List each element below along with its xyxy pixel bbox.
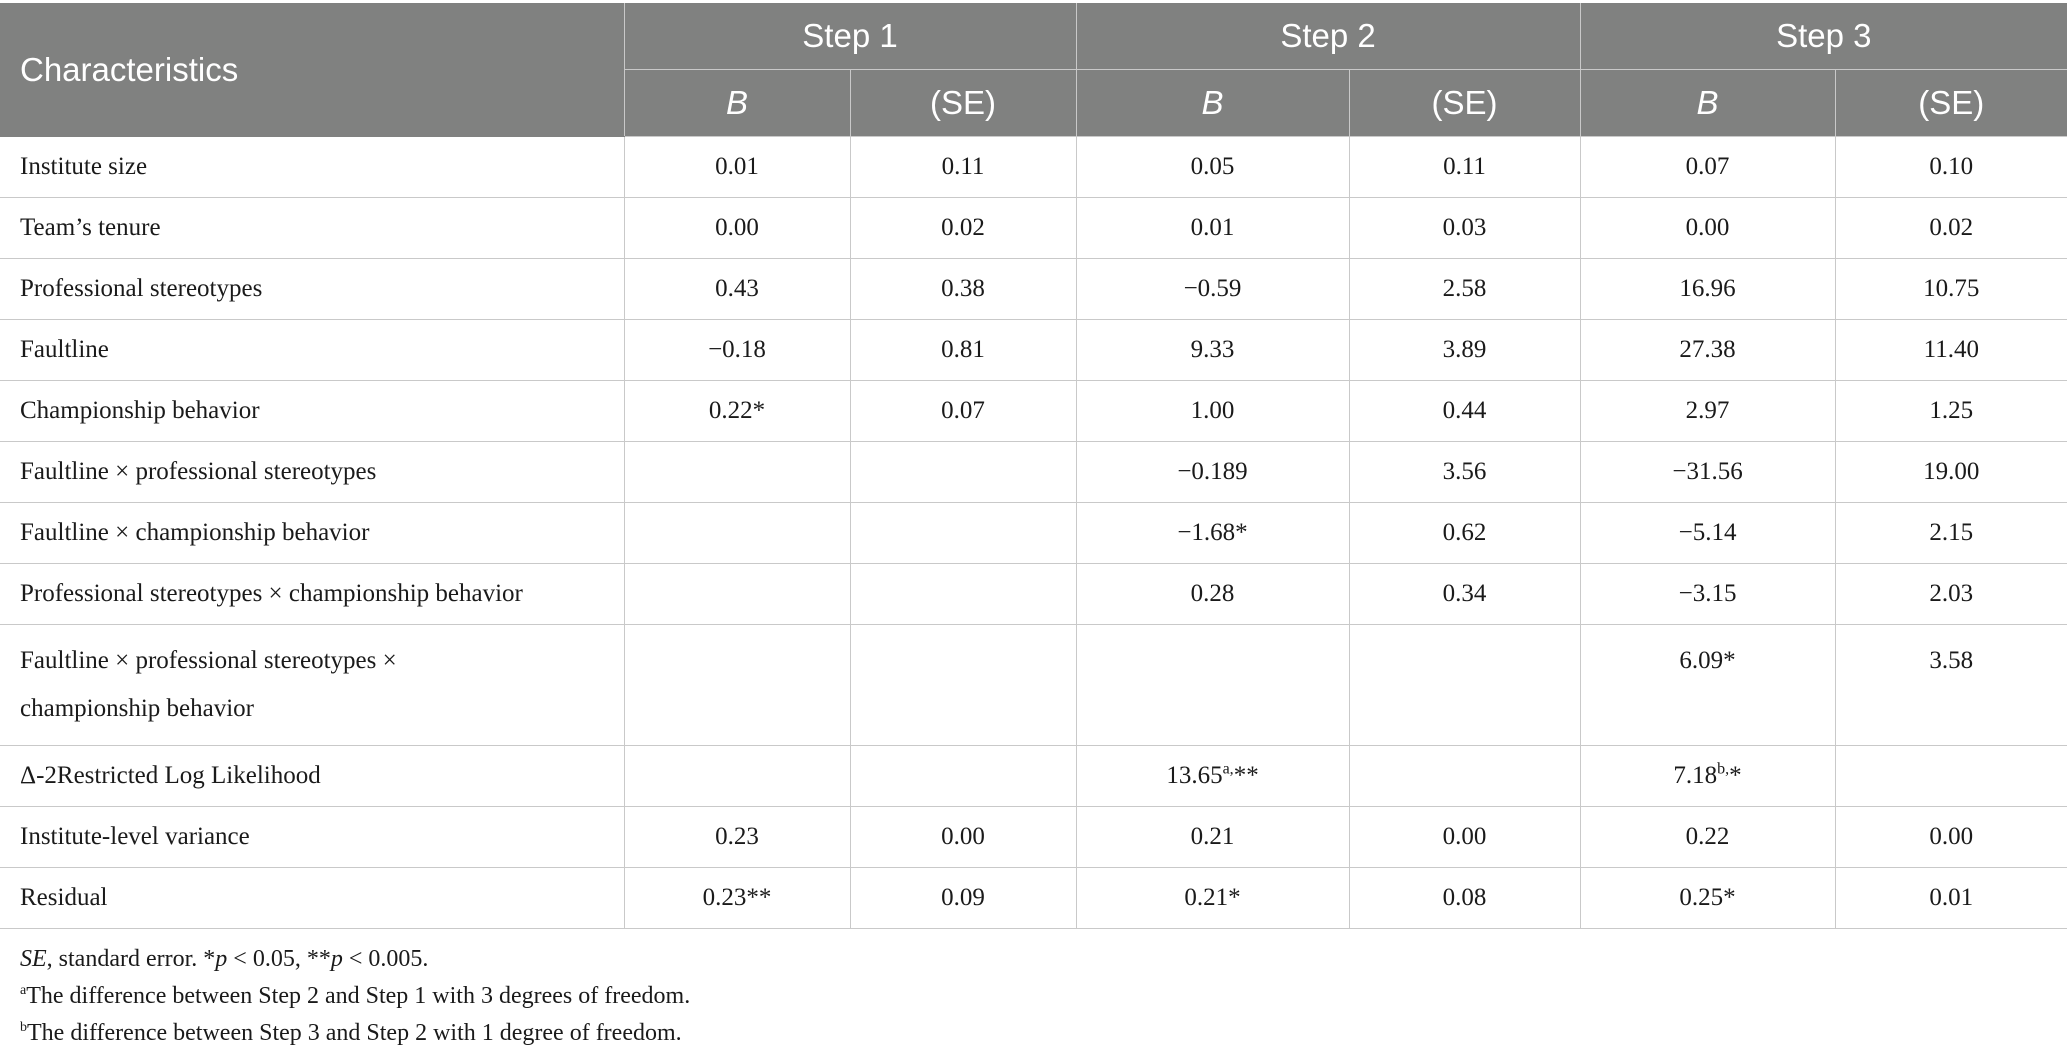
row-label <box>0 625 624 746</box>
table-cell: −0.18 <box>624 320 850 381</box>
table-cell: 2.03 <box>1835 564 2067 625</box>
table-cell: 2.15 <box>1835 503 2067 564</box>
row-label: Faultline <box>0 320 624 381</box>
header-step2-se: (SE) <box>1349 70 1580 137</box>
header-step-3: Step 3 <box>1580 3 2067 70</box>
table-cell <box>624 564 850 625</box>
row-label: Championship behavior <box>0 381 624 442</box>
lr-step2-value: 13.65 <box>1166 762 1223 789</box>
regression-table-container <box>0 3 2067 1052</box>
table-cell: 0.05 <box>1076 137 1349 198</box>
header-row-steps <box>0 3 2067 70</box>
table-cell: 0.11 <box>1349 137 1580 198</box>
table-cell: −0.189 <box>1076 442 1349 503</box>
table-row <box>0 442 2067 503</box>
table-cell: 0.22 <box>1580 807 1835 868</box>
table-cell <box>850 442 1076 503</box>
lr-step3-footnote: b, <box>1717 760 1730 778</box>
table-cell: 0.81 <box>850 320 1076 381</box>
table-cell: 27.38 <box>1580 320 1835 381</box>
row-label: Professional stereotypes × championship behavior <box>0 564 624 625</box>
table-cell: 0.07 <box>1580 137 1835 198</box>
table-cell: 0.03 <box>1349 198 1580 259</box>
lr-step3-signif: * <box>1729 762 1742 789</box>
footnote-a: $^a$The difference between Step 2 and Step 1 with 3 degrees of freedom. <box>20 983 691 1009</box>
table-cell: 2.97 <box>1580 381 1835 442</box>
table-cell: −31.56 <box>1580 442 1835 503</box>
table-cell: 0.00 <box>1349 807 1580 868</box>
table-cell: 0.38 <box>850 259 1076 320</box>
header-step-1: Step 1 <box>624 3 1076 70</box>
table-cell <box>1349 746 1580 807</box>
table-cell: −0.59 <box>1076 259 1349 320</box>
table-cell: 0.02 <box>1835 198 2067 259</box>
table-cell: 6.09* <box>1580 625 1835 746</box>
regression-table <box>0 3 2067 929</box>
table-cell: 0.11 <box>850 137 1076 198</box>
row-label-line-2: championship behavior <box>20 695 254 722</box>
table-row <box>0 137 2067 198</box>
table-cell: 0.21* <box>1076 868 1349 929</box>
table-cell: 0.44 <box>1349 381 1580 442</box>
table-cell: 3.89 <box>1349 320 1580 381</box>
table-row <box>0 381 2067 442</box>
table-cell: 1.00 <box>1076 381 1349 442</box>
table-cell: 3.58 <box>1835 625 2067 746</box>
table-cell: 10.75 <box>1835 259 2067 320</box>
table-cell: 0.21 <box>1076 807 1349 868</box>
table-cell: 0.22* <box>624 381 850 442</box>
lr-step2-signif: ** <box>1233 762 1259 789</box>
table-cell: 0.00 <box>1580 198 1835 259</box>
footnote-b: $^b$The difference between Step 3 and Step 2 with 1 degree of freedom. <box>20 1020 682 1046</box>
table-cell: 3.56 <box>1349 442 1580 503</box>
table-row <box>0 198 2067 259</box>
table-footnotes <box>0 941 2067 1052</box>
table-cell: 0.43 <box>624 259 850 320</box>
table-cell: −3.15 <box>1580 564 1835 625</box>
table-cell: −1.68* <box>1076 503 1349 564</box>
table-cell: 0.28 <box>1076 564 1349 625</box>
row-label: Residual <box>0 868 624 929</box>
header-step2-b: B <box>1076 70 1349 137</box>
table-cell: 0.10 <box>1835 137 2067 198</box>
table-cell <box>1349 625 1580 746</box>
header-step3-b: B <box>1580 70 1835 137</box>
row-label: Institute-level variance <box>0 807 624 868</box>
header-step3-se: (SE) <box>1835 70 2067 137</box>
table-row <box>0 564 2067 625</box>
table-row <box>0 868 2067 929</box>
lr-step2-footnote: a, <box>1222 760 1234 778</box>
table-cell <box>624 746 850 807</box>
table-cell: 0.08 <box>1349 868 1580 929</box>
row-label: Institute size <box>0 137 624 198</box>
table-cell: 0.01 <box>1835 868 2067 929</box>
table-cell: 0.07 <box>850 381 1076 442</box>
table-cell: 11.40 <box>1835 320 2067 381</box>
header-step-2: Step 2 <box>1076 3 1580 70</box>
table-cell: 0.09 <box>850 868 1076 929</box>
table-cell <box>1076 746 1349 807</box>
header-step1-se: (SE) <box>850 70 1076 137</box>
header-step1-b: B <box>624 70 850 137</box>
table-cell: 1.25 <box>1835 381 2067 442</box>
table-cell: 0.00 <box>624 198 850 259</box>
table-cell: 0.02 <box>850 198 1076 259</box>
table-cell: 0.23** <box>624 868 850 929</box>
table-cell: 0.23 <box>624 807 850 868</box>
table-cell: 0.00 <box>1835 807 2067 868</box>
table-row <box>0 503 2067 564</box>
lr-step3-value: 7.18 <box>1673 762 1718 789</box>
table-row <box>0 259 2067 320</box>
table-cell: 0.01 <box>624 137 850 198</box>
footnote-significance: SE, standard error. *p < 0.05, **p < 0.005. <box>20 946 429 972</box>
table-cell <box>1835 746 2067 807</box>
table-cell: 19.00 <box>1835 442 2067 503</box>
table-cell <box>624 503 850 564</box>
row-label: Professional stereotypes <box>0 259 624 320</box>
table-cell: 0.00 <box>850 807 1076 868</box>
table-row <box>0 746 2067 807</box>
table-cell: 0.01 <box>1076 198 1349 259</box>
table-cell <box>850 564 1076 625</box>
table-cell <box>1076 625 1349 746</box>
table-row <box>0 320 2067 381</box>
table-cell: −5.14 <box>1580 503 1835 564</box>
table-cell: 0.34 <box>1349 564 1580 625</box>
header-characteristics: Characteristics <box>0 3 624 137</box>
table-cell: 0.62 <box>1349 503 1580 564</box>
row-label: Faultline × professional stereotypes <box>0 442 624 503</box>
table-cell: 16.96 <box>1580 259 1835 320</box>
table-cell <box>850 625 1076 746</box>
table-cell <box>850 746 1076 807</box>
table-cell <box>624 625 850 746</box>
table-cell <box>850 503 1076 564</box>
table-cell <box>1580 746 1835 807</box>
row-label: Faultline × championship behavior <box>0 503 624 564</box>
table-cell <box>624 442 850 503</box>
table-row <box>0 625 2067 746</box>
row-label: Team’s tenure <box>0 198 624 259</box>
table-row <box>0 807 2067 868</box>
table-cell: 0.25* <box>1580 868 1835 929</box>
table-cell: 2.58 <box>1349 259 1580 320</box>
table-cell: 9.33 <box>1076 320 1349 381</box>
row-label-line-1: Faultline × professional stereotypes × <box>20 647 397 674</box>
row-label: Δ-2Restricted Log Likelihood <box>0 746 624 807</box>
